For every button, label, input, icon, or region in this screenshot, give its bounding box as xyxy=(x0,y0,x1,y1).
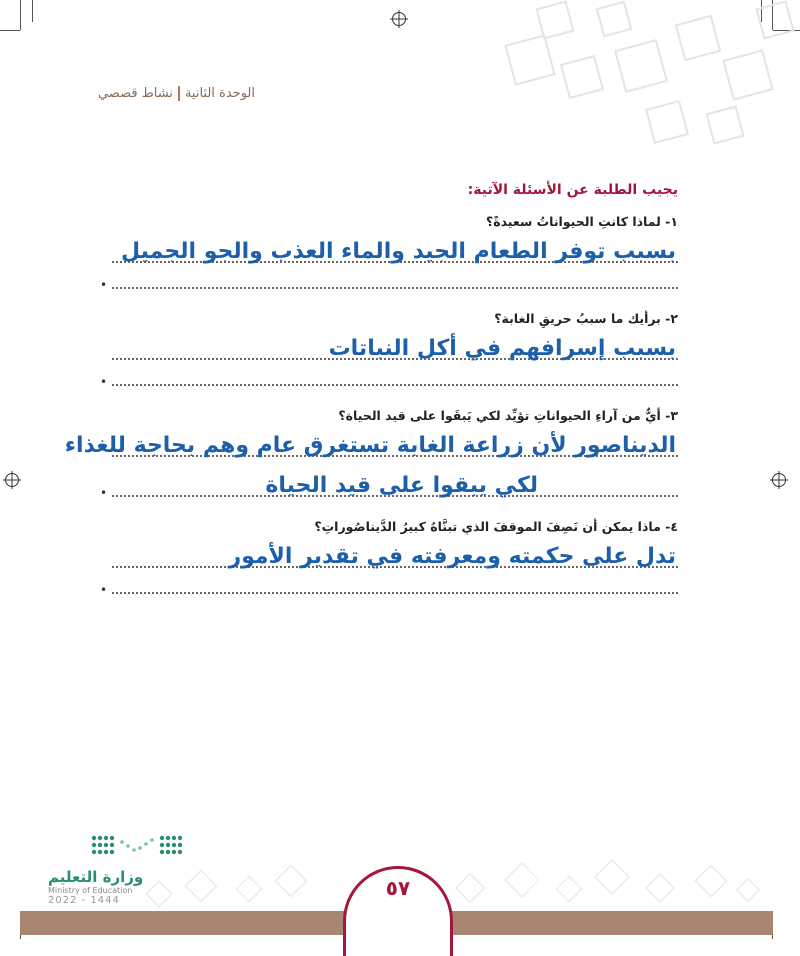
registration-mark-icon xyxy=(392,12,406,26)
ministry-logo xyxy=(48,834,188,906)
handwritten-answer: لكي يبقوا على قيد الحياة xyxy=(265,473,538,498)
blank-answer-line[interactable] xyxy=(100,370,678,389)
crop-mark xyxy=(20,0,21,30)
question-text: ٤- ماذا يمكن أن نَصِفَ الموقفَ الذي تبنَّاهُ كبيرُ الدَّيناصُوراتِ؟ xyxy=(314,519,678,534)
activity-title: نشاط قصصي xyxy=(98,86,173,101)
line-end-dot: • xyxy=(100,583,108,597)
handwritten-answer: الديناصور لأن زراعة الغابة تستغرق عام وهم بحاجة للغذاء xyxy=(64,433,676,458)
blank-answer-line[interactable] xyxy=(100,273,678,292)
line-end-dot: • xyxy=(100,375,108,389)
crop-mark xyxy=(32,0,33,22)
registration-mark-icon xyxy=(5,473,19,487)
answer-line[interactable] xyxy=(64,427,678,458)
instruction-heading: يجيب الطلبة عن الأسئلة الآتية: xyxy=(467,182,678,198)
header-separator xyxy=(178,86,180,101)
handwritten-answer: تدل على حكمته ومعرفته في تقدير الأمور xyxy=(228,544,676,569)
registration-mark-icon xyxy=(772,473,786,487)
line-end-dot: • xyxy=(100,278,108,292)
answer-line[interactable] xyxy=(112,330,678,360)
ministry-name-ar: وزارة التعليم xyxy=(48,868,144,886)
question-text: ٣- أيٌّ من آراءِ الحيواناتِ تؤيِّد لكي يَبقَوا على قيد الحياة؟ xyxy=(338,408,678,423)
question-block xyxy=(100,311,678,389)
page-header xyxy=(98,86,255,101)
decorative-pattern xyxy=(470,0,800,170)
line-end-dot: • xyxy=(100,486,108,500)
handwritten-answer: بسبب توفر الطعام الجيد والماء العذب والجو الجميل xyxy=(121,239,676,264)
page-number: ٥٧ xyxy=(385,876,411,900)
blank-answer-line[interactable] xyxy=(100,578,678,597)
unit-title: الوحدة الثانية xyxy=(184,86,255,101)
handwritten-answer: بسبب إسرافهم في أكل النباتات xyxy=(328,336,676,361)
crop-mark xyxy=(0,30,20,31)
answer-line[interactable] xyxy=(112,233,678,263)
question-block xyxy=(64,408,678,500)
worksheet xyxy=(64,182,678,616)
ministry-logo-icon xyxy=(88,834,188,860)
question-block xyxy=(100,214,678,292)
question-block xyxy=(100,519,678,597)
edition-year: 2022 - 1444 xyxy=(48,895,120,906)
answer-line[interactable] xyxy=(100,467,678,500)
question-text: ٢- برأيك ما سببُ حريقِ الغابة؟ xyxy=(494,311,678,326)
question-text: ١- لماذا كانتِ الحيواناتُ سعيدةً؟ xyxy=(485,214,678,229)
ministry-name-en: Ministry of Education xyxy=(48,886,133,895)
answer-line[interactable] xyxy=(112,538,678,568)
